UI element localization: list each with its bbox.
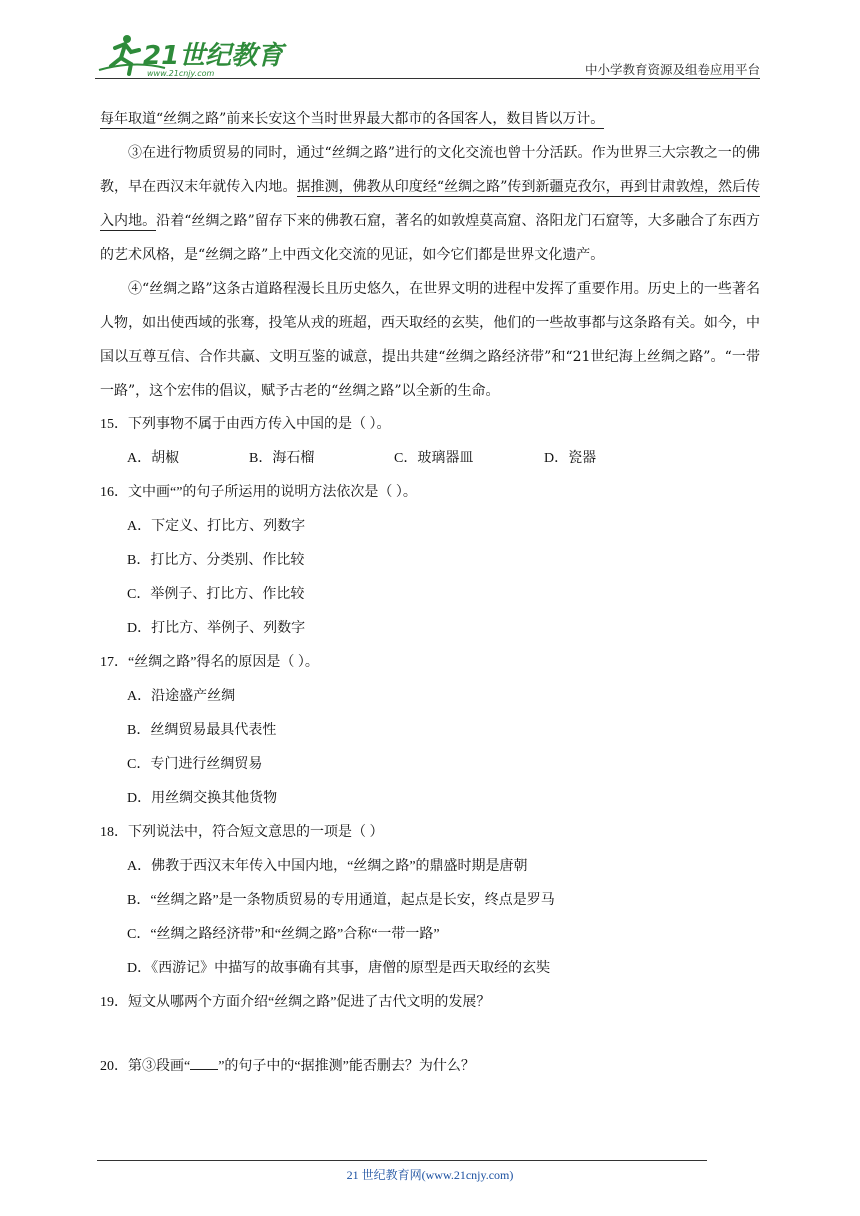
underlined-sentence: 每年取道“丝绸之路”前来长安这个当时世界最大都市的各国客人，数目皆以万计。 bbox=[100, 111, 605, 127]
question-19-stem: 19．短文从哪两个方面介绍“丝绸之路”促进了古代文明的发展？ bbox=[100, 995, 491, 1010]
footer-divider bbox=[97, 1160, 707, 1161]
option-b[interactable]: B．丝绸贸易最具代表性 bbox=[127, 723, 277, 738]
option-d[interactable]: D．瓷器 bbox=[544, 451, 597, 466]
p3-text-c: 沿着“丝绸之路”留存下来的佛教石窟，著名的如敦煌莫高窟、洛阳龙门石窟等，大多融合了东西方的艺术风格，是“丝绸之路”上中西文化交流的见证，如今它们都是世界文化遗产。 bbox=[100, 213, 761, 263]
passage-paragraph-4: ④“丝绸之路”这条古道路程漫长且历史悠久，在世界文明的进程中发挥了重要作用。历史上的一些著名人物，如出使西域的张骞，投笔从戎的班超，西天取经的玄奘，他们的一些故事都与这条路有关。如今，中国以互尊互信、合作共赢、文明互鉴的诚意，提出共建“丝绸之路经济带”和“21世纪海上丝绸之路”。“一带一路”，这个宏伟的倡议，赋予古老的“丝绸之路”以全新的生命。 bbox=[100, 281, 760, 399]
option-c[interactable]: C．“丝绸之路经济带”和“丝绸之路”合称“一带一路” bbox=[127, 927, 440, 942]
option-b[interactable]: B．打比方、分类别、作比较 bbox=[127, 553, 305, 568]
option-d[interactable]: D．打比方、举例子、列数字 bbox=[127, 621, 306, 636]
option-d[interactable]: D．用丝绸交换其他货物 bbox=[127, 791, 278, 806]
header-divider bbox=[95, 78, 760, 79]
footer-link[interactable]: 21 世纪教育网(www.21cnjy.com) bbox=[346, 1168, 514, 1182]
question-17-stem: 17．“丝绸之路”得名的原因是（ ）。 bbox=[100, 655, 319, 670]
p3-text-a: ③在进行物质贸易的同时，通过“丝绸之路”进行的文化交流也曾十分活跃。作为世界三大宗教之一的佛教，早在西汉末年就传入内地。 bbox=[100, 145, 760, 195]
question-15-stem: 15．下列事物不属于由西方传入中国的是（ ）。 bbox=[100, 417, 391, 432]
option-a[interactable]: A．沿途盛产丝绸 bbox=[127, 689, 236, 704]
underline-blank bbox=[190, 1057, 218, 1070]
site-logo bbox=[95, 30, 284, 80]
question-16-stem: 16．文中画“”的句子所运用的说明方法依次是（ ）。 bbox=[100, 485, 417, 500]
q20-stem-a: 20．第③段画“ bbox=[100, 1059, 191, 1074]
logo-url: www.21cnjy.com bbox=[147, 69, 215, 78]
document-body bbox=[100, 102, 760, 1084]
option-a[interactable]: A．胡椒 bbox=[127, 451, 180, 466]
option-b[interactable]: B．“丝绸之路”是一条物质贸易的专用通道，起点是长安，终点是罗马 bbox=[127, 893, 555, 908]
passage-paragraph-3 bbox=[100, 136, 760, 272]
option-a[interactable]: A．下定义、打比方、列数字 bbox=[127, 519, 306, 534]
question-20-stem bbox=[100, 1050, 760, 1084]
option-c[interactable]: C．专门进行丝绸贸易 bbox=[127, 757, 263, 772]
page-header bbox=[95, 30, 760, 80]
question-18-stem: 18．下列说法中，符合短文意思的一项是（ ） bbox=[100, 825, 384, 840]
logo-text: 21世纪教育 bbox=[143, 41, 284, 71]
option-a[interactable]: A．佛教于西汉末年传入中国内地，“丝绸之路”的鼎盛时期是唐朝 bbox=[127, 859, 528, 874]
option-c[interactable]: C．玻璃器皿 bbox=[394, 451, 474, 466]
question-15-options bbox=[127, 442, 760, 476]
platform-title: 中小学教育资源及组卷应用平台 bbox=[584, 62, 760, 77]
option-b[interactable]: B．海石榴 bbox=[249, 451, 315, 466]
answer-space[interactable] bbox=[100, 1020, 760, 1050]
underlined-sentence: 据推测，佛教从印度经“丝绸之路”传到新疆克孜尔，再到甘肃敦煌，然后传入内地。 bbox=[100, 179, 761, 229]
q20-stem-b: ”的句子中的“据推测”能否删去？为什么？ bbox=[218, 1059, 475, 1074]
passage-line-top bbox=[100, 102, 760, 136]
option-d[interactable]: D．《西游记》中描写的故事确有其事，唐僧的原型是西天取经的玄奘 bbox=[127, 961, 551, 976]
logo-runner-icon bbox=[95, 30, 284, 80]
option-c[interactable]: C．举例子、打比方、作比较 bbox=[127, 587, 305, 602]
